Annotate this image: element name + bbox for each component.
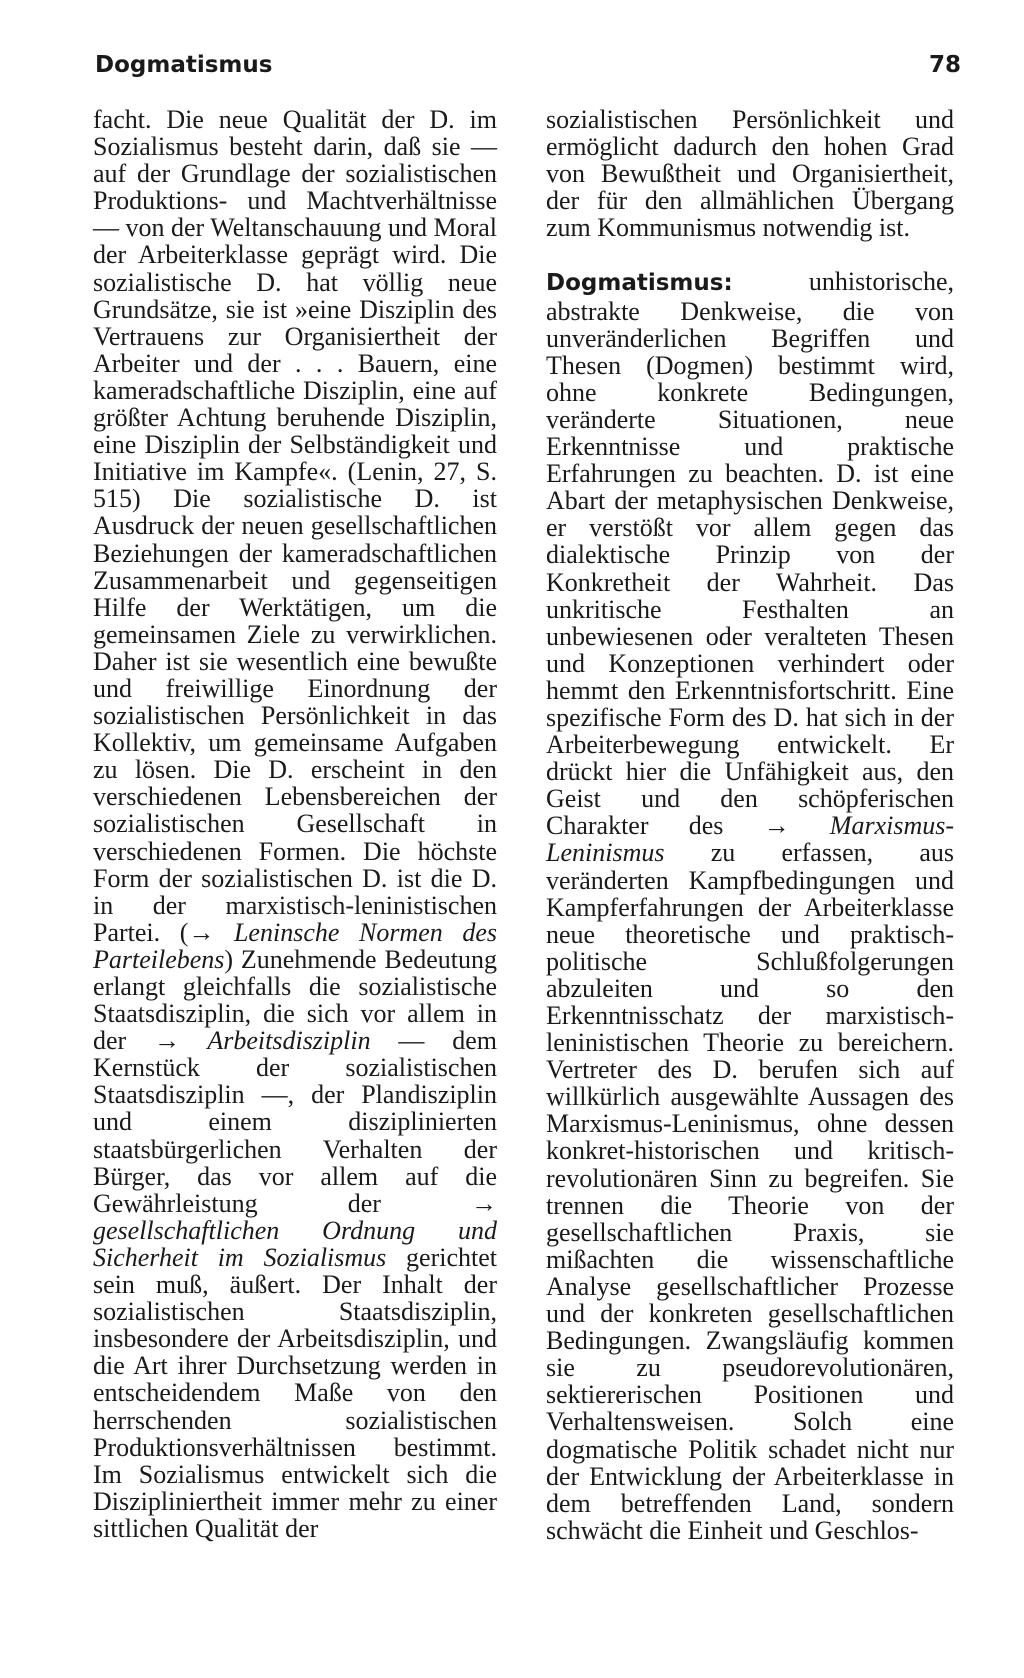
- cross-reference-arrow-icon: →: [188, 917, 215, 947]
- page-number: 78: [928, 52, 961, 78]
- text-run: — dem Kernstück der sozialistischen Staatsdisziplin —, der Plandisziplin und einem disziplinierten staatsbürgerlichen Verhalten der Bürger, das vor allem auf die Gewährleistung der: [93, 1026, 497, 1218]
- cross-reference-arrow-icon: →: [763, 811, 790, 841]
- cross-reference-arrow-icon: →: [471, 1188, 497, 1218]
- cross-reference-arrow-icon: →: [154, 1026, 181, 1056]
- text-run: ) Zunehmende Bedeutung erlangt gleichfalls die sozialistische Staatsdisziplin, die sich vor allem in der: [93, 944, 497, 1056]
- cross-reference-marxismus-leninismus: Marxismus-Leninismus: [546, 811, 954, 868]
- text-run: facht. Die neue Qualität der D. im Sozialismus besteht darin, daß sie — auf der Grundlage der sozialistischen Produktions- und Machtverhältnisse — von der Weltanschauung und Moral der Arbeiterklasse geprägt wird. Die sozialistische D. hat völlig neue Grundsätze, sie ist »eine Disziplin des Vertrauens zur Organisiertheit der Arbeiter und der . . . Bauern, eine kameradschaftliche Disziplin, eine auf größter Achtung beruhende Disziplin, eine Disziplin der Selbständigkeit und Initiative im Kampfe«. (Lenin, 27, S. 515) Die sozialistische D. ist Ausdruck der neuen gesellschaftlichen Beziehungen der kameradschaftlichen Zusammenarbeit und gegenseitigen Hilfe der Werktätigen, um die gemeinsamen Ziele zu verwirklichen. Daher ist sie wesentlich eine bewußte und freiwillige Einordnung der sozialistischen Persönlichkeit in das Kollektiv, um gemeinsame Aufgaben zu lösen. Die D. erscheint in den verschiedenen Lebensbereichen der sozialistischen Gesellschaft in verschiedenen Formen. Die höchste Form der sozialistischen D. ist die D. in der marxistisch-leninistischen Partei. (: [93, 105, 497, 947]
- cross-reference-arbeitsdisziplin: Arbeitsdisziplin: [180, 1026, 371, 1056]
- running-head: [95, 52, 961, 86]
- entry-continuation-paragraph: [93, 106, 497, 1542]
- cross-reference-ordnung-sicherheit: gesellschaftlichen Ordnung und Sicherheit im Sozialismus: [93, 1215, 497, 1272]
- right-column: [546, 106, 954, 1544]
- left-column: [93, 106, 497, 1542]
- entry-continuation-paragraph: sozialistischen Persönlichkeit und ermöglicht dadurch den hohen Grad von Bewußtheit und Organisiertheit, der für den allmählichen Übergang zum Kommunismus notwendig ist.: [546, 105, 954, 243]
- running-head-title: Dogmatismus: [95, 52, 273, 78]
- text-run: zu erfassen, aus veränderten Kampfbedingungen und Kampferfahrungen der Arbeiterklasse neue theoretische und praktisch-politische Schlußfolgerungen abzuleiten und so den Erkenntnisschatz der marxistisch-leninistischen Theorie zu bereichern. Vertreter des D. berufen sich auf willkürlich ausgewählte Aussagen des Marxismus-Leninismus, ohne dessen konkret-historischen und kritisch-revolutionären Sinn zu begreifen. Sie trennen die Theorie von der gesellschaftlichen Praxis, sie mißachten die wissenschaftliche Analyse gesellschaftlicher Prozesse und der konkreten gesellschaftlichen Bedingungen. Zwangsläufig kommen sie zu pseudorevolutionären, sektiererischen Positionen und Verhaltensweisen. Solch eine dogmatische Politik schadet nicht nur der Entwicklung der Arbeiterklasse in dem betreffenden Land, sondern schwächt die Einheit und Geschlos-: [546, 838, 954, 1545]
- text-run: gerichtet sein muß, äußert. Der Inhalt der sozialistischen Staatsdisziplin, insbesondere der Arbeitsdisziplin, und die Art ihrer Durchsetzung werden in entscheidendem Maße von den herrschenden sozialistischen Produktionsverhältnissen bestimmt. Im Sozialismus entwickelt sich die Diszipliniertheit immer mehr zu einer sittlichen Qualität der: [93, 1242, 497, 1543]
- entry-headword: Dogmatismus:: [546, 270, 733, 297]
- dictionary-entry-dogmatismus: [546, 268, 954, 1543]
- text-run: unhistorische, abstrakte Denkweise, die von unveränderlichen Begriffen und Thesen (Dogmen) bestimmt wird, ohne konkrete Bedingungen, veränderte Situationen, neue Erkenntnisse und praktische Erfahrungen zu beachten. D. ist eine Abart der metaphysischen Denkweise, er verstößt vor allem gegen das dialektische Prinzip von der Konkretheit der Wahrheit. Das unkritische Festhalten an unbewiesenen oder veralteten Thesen und Konzeptionen verhindert oder hemmt den Erkenntnisfortschritt. Eine spezifische Form des D. hat sich in der Arbeiterbewegung entwickelt. Er drückt hier die Unfähigkeit aus, den Geist und den schöpferischen Charakter des: [546, 267, 954, 841]
- cross-reference-leninsche-normen: Leninsche Normen des Parteilebens: [93, 917, 497, 974]
